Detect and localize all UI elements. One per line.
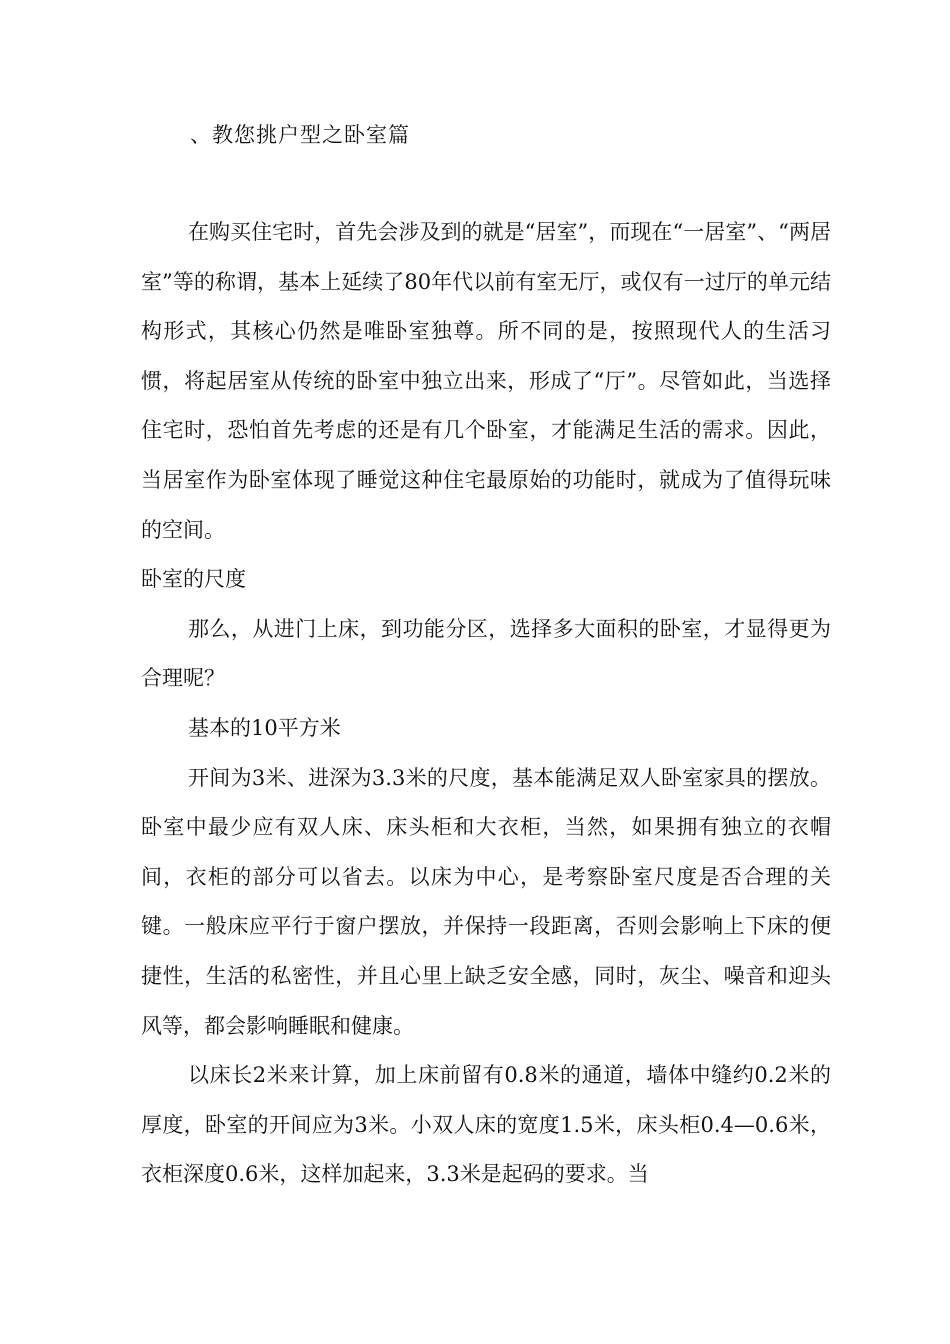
paragraph-question: 那么，从进门上床，到功能分区，选择多大面积的卧室，才显得更为合理呢？	[141, 616, 831, 691]
subheading-basic-10sqm: 基本的10平方米	[188, 715, 341, 740]
paragraph-intro: 在购买住宅时，首先会涉及到的就是“居室”，而现在“一居室”、“两居室”等的称谓，基本上延续了80年代以前有室无厅，或仅有一过厅的单元结构形式，其核心仍然是唯卧室独尊。所不同的是，按照现代人的生活习惯，将起居室从传统的卧室中独立出来，形成了“厅”。尽管如此，当选择住宅时，恐怕首先考虑的还是有几个卧室，才能满足生活的需求。因此，当居室作为卧室体现了睡觉这种住宅最原始的功能时，就成为了值得玩味的空间。	[141, 220, 831, 542]
paragraph-dimensions: 开间为3米、进深为3.3米的尺度，基本能满足双人卧室家具的摆放。卧室中最少应有双人床、床头柜和大衣柜，当然，如果拥有独立的衣帽间，衣柜的部分可以省去。以床为中心，是考察卧室尺度是否合理的关键。一般床应平行于窗户摆放，并保持一段距离，否则会影响上下床的便捷性，生活的私密性，并且心里上缺乏安全感，同时，灰尘、噪音和迎头风等，都会影响睡眠和健康。	[141, 765, 831, 1038]
document-title: 、教您挑户型之卧室篇	[190, 123, 410, 147]
document-body	[141, 208, 831, 1200]
section-heading-bedroom-scale: 卧室的尺度	[141, 567, 246, 592]
paragraph-bed-calculation: 以床长2米来计算，加上床前留有0.8米的通道，墙体中缝约0.2米的厚度，卧室的开间应为3米。小双人床的宽度1.5米，床头柜0.4—0.6米，衣柜深度0.6米，这样加起来，3.3米是起码的要求。当	[141, 1063, 831, 1187]
